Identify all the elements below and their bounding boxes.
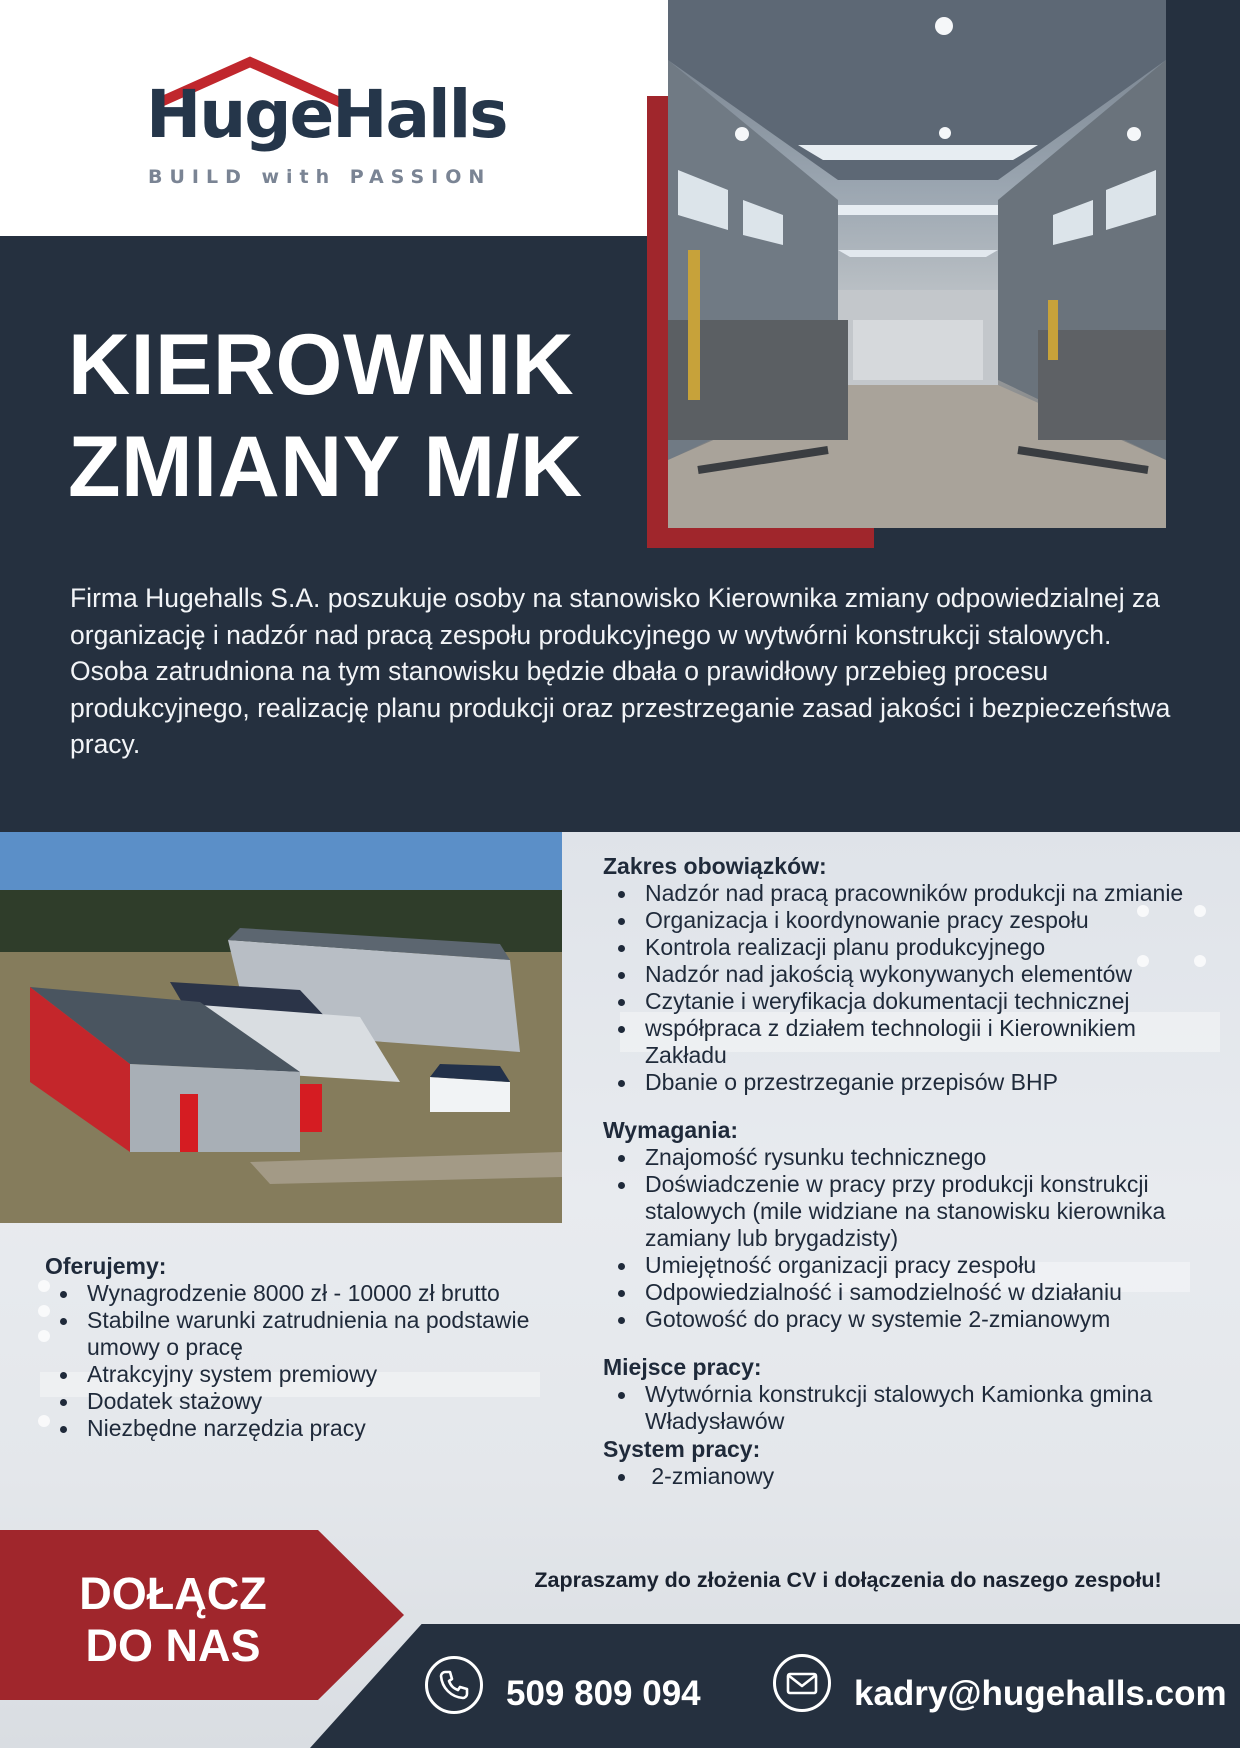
offer-list: [45, 1280, 585, 1442]
job-title: [68, 314, 668, 518]
list-item: Odpowiedzialność i samodzielność w działaniu: [603, 1279, 1203, 1306]
email-address[interactable]: kadry@hugehalls.com: [854, 1674, 1227, 1713]
company-logo: [140, 56, 530, 196]
factory-interior-photo: [668, 0, 1166, 528]
responsibilities-section: [603, 852, 1203, 1096]
requirements-heading: Wymagania:: [603, 1117, 739, 1143]
list-item: Niezbędne narzędzia pracy: [45, 1415, 585, 1442]
cta-line-1: DOŁĄCZ: [79, 1568, 267, 1619]
join-us-cta[interactable]: [38, 1568, 308, 1672]
phone-icon: [425, 1656, 483, 1714]
list-item: współpraca z działem technologii i Kierownikiem Zakładu: [603, 1015, 1203, 1069]
list-item: Gotowość do pracy w systemie 2-zmianowym: [603, 1306, 1203, 1333]
work-system-list: [603, 1463, 1203, 1490]
list-item: Nadzór nad pracą pracowników produkcji na zmianie: [603, 880, 1203, 907]
list-item: Umiejętność organizacji pracy zespołu: [603, 1252, 1203, 1279]
location-list: [603, 1381, 1203, 1435]
list-item: Nadzór nad jakością wykonywanych elementów: [603, 961, 1203, 988]
invitation-text: Zapraszamy do złożenia CV i dołączenia do naszego zespołu!: [534, 1568, 1162, 1592]
list-item: Dbanie o przestrzeganie przepisów BHP: [603, 1069, 1203, 1096]
phone-number[interactable]: 509 809 094: [506, 1674, 701, 1713]
list-item: Stabilne warunki zatrudnienia na podstawie umowy o pracę: [45, 1307, 585, 1361]
list-item: Wytwórnia konstrukcji stalowych Kamionka gmina Władysławów: [603, 1381, 1203, 1435]
logo-tagline: BUILD with PASSION: [148, 166, 492, 188]
location-section: [603, 1353, 1203, 1435]
list-item: Organizacja i koordynowanie pracy zespołu: [603, 907, 1203, 934]
list-item: Doświadczenie w pracy przy produkcji konstrukcji stalowych (mile widziane na stanowisku kierownika zamiany lub brygadzisty): [603, 1171, 1203, 1252]
list-item: Czytanie i weryfikacja dokumentacji technicznej: [603, 988, 1203, 1015]
location-heading: Miejsce pracy:: [603, 1354, 762, 1380]
list-item: Wynagrodzenie 8000 zł - 10000 zł brutto: [45, 1280, 585, 1307]
job-title-line-1: KIEROWNIK: [68, 317, 575, 413]
job-details-column: [603, 852, 1203, 1490]
factory-aerial-photo: [0, 832, 562, 1223]
job-title-line-2: ZMIANY M/K: [68, 419, 583, 515]
intro-paragraph: Firma Hugehalls S.A. poszukuje osoby na stanowisko Kierownika zmiany odpowiedzialnej za organizację i nadzór nad pracą zespołu produkcyjnego w wytwórni konstrukcji stalowych. Osoba zatrudniona na tym stanowisku będzie dbała o prawidłowy przebieg procesu produkcyjnego, realizację planu produkcji oraz przestrzeganie zasad jakości i bezpieczeństwa pracy.: [70, 583, 1171, 759]
logo-wordmark: HugeHalls: [146, 76, 507, 153]
list-item: Kontrola realizacji planu produkcyjnego: [603, 934, 1203, 961]
cta-line-2: DO NAS: [85, 1620, 261, 1671]
list-item: Dodatek stażowy: [45, 1388, 585, 1415]
list-item: 2-zmianowy: [603, 1463, 1203, 1490]
list-item: Znajomość rysunku technicznego: [603, 1144, 1203, 1171]
work-system-heading: System pracy:: [603, 1436, 761, 1462]
list-item: Atrakcyjny system premiowy: [45, 1361, 585, 1388]
offer-heading: Oferujemy:: [45, 1253, 167, 1279]
offer-section: [45, 1252, 585, 1442]
work-system-section: [603, 1435, 1203, 1490]
responsibilities-heading: Zakres obowiązków:: [603, 853, 827, 879]
responsibilities-list: [603, 880, 1203, 1096]
requirements-section: [603, 1116, 1203, 1333]
requirements-list: [603, 1144, 1203, 1333]
envelope-icon: [773, 1654, 831, 1712]
